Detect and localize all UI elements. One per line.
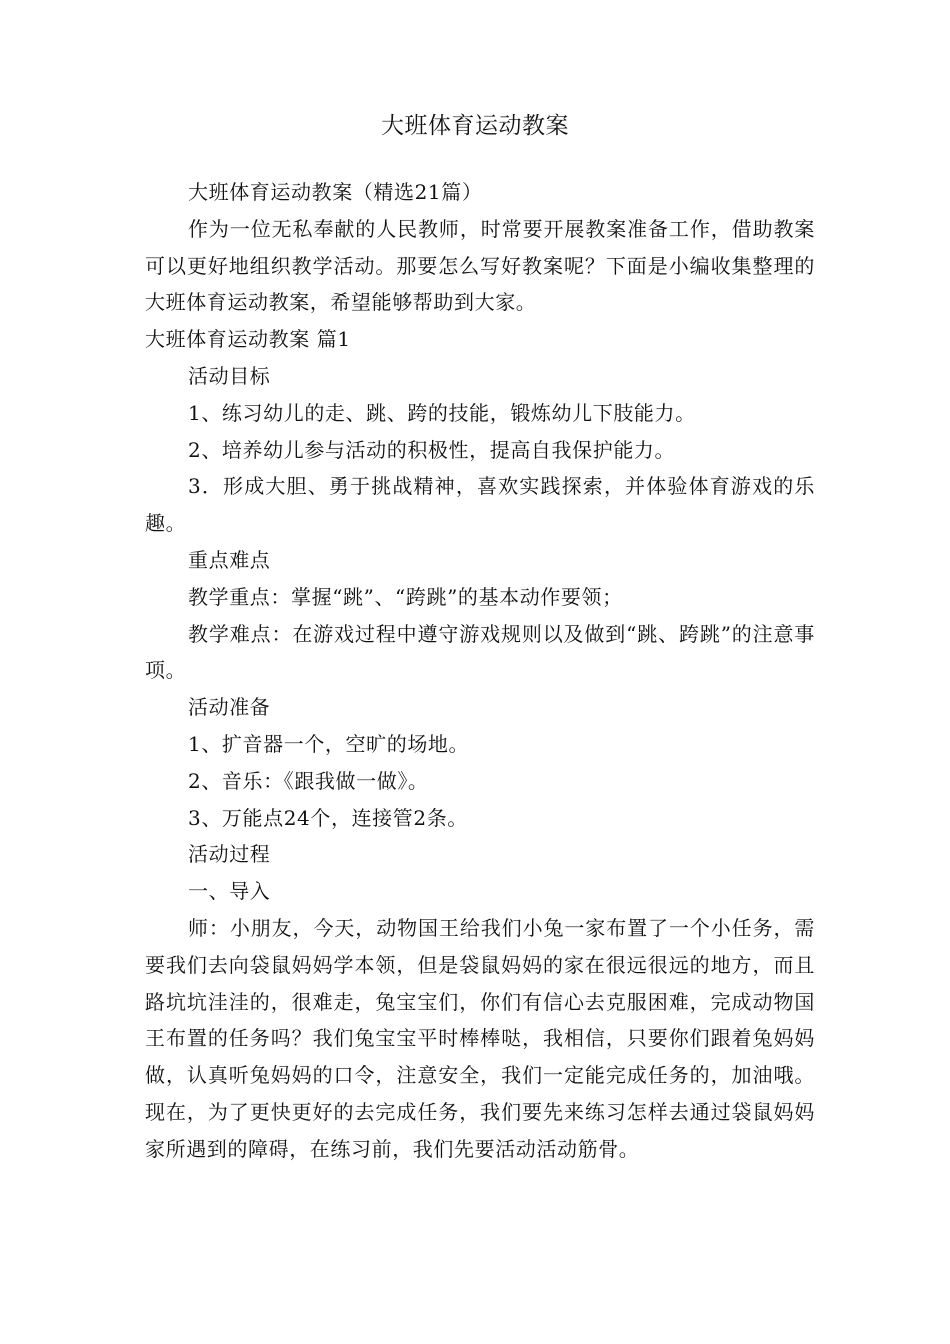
- paragraph: 教学重点：掌握“跳”、“跨跳”的基本动作要领；: [188, 584, 623, 609]
- paragraph: 3、万能点24个，连接管2条。: [188, 805, 468, 830]
- paragraph: 2、音乐：《跟我做一做》。: [188, 768, 429, 793]
- paragraph: 教学难点：在游戏过程中遵守游戏规则以及做到“跳、跨跳”的注意事项。: [145, 621, 815, 683]
- paragraph: 活动准备: [188, 695, 271, 720]
- paragraph: 活动目标: [188, 363, 271, 388]
- paragraph: 师：小朋友，今天，动物国王给我们小兔一家布置了一个小任务，需要我们去向袋鼠妈妈学本领，但是袋鼠妈妈的家在很远很远的地方，而且路坑坑洼洼的，很难走，兔宝宝们，你们有信心去克服困难，完成动物国王布置的任务吗？我们兔宝宝平时棒棒哒，我相信，只要你们跟着兔妈妈做，认真听兔妈妈的口令，注意安全，我们一定能完成任务的，加油哦。现在，为了更快更好的去完成任务，我们要先来练习怎样去通过袋鼠妈妈家所遇到的障碍，在练习前，我们先要活动活动筋骨。: [145, 915, 815, 1161]
- document-title: 大班体育运动教案: [381, 113, 569, 139]
- paragraph: 2、培养幼儿参与活动的积极性，提高自我保护能力。: [188, 437, 676, 462]
- paragraph: 作为一位无私奉献的人民教师，时常要开展教案准备工作，借助教案可以更好地组织教学活动。那要怎么写好教案呢？下面是小编收集整理的大班体育运动教案，希望能够帮助到大家。: [145, 216, 815, 315]
- paragraph: 大班体育运动教案（精选21篇）: [188, 180, 483, 204]
- paragraph: 一、导入: [188, 879, 271, 904]
- paragraph: 1、练习幼儿的走、跳、跨的技能，锻炼幼儿下肢能力。: [188, 400, 696, 425]
- paragraph: 1、扩音器一个，空旷的场地。: [188, 731, 470, 756]
- paragraph: 重点难点: [188, 547, 271, 572]
- paragraph: 3．形成大胆、勇于挑战精神，喜欢实践探索，并体验体育游戏的乐趣。: [145, 474, 815, 536]
- paragraph: 活动过程: [188, 842, 271, 867]
- paragraph: 大班体育运动教案 篇1: [145, 327, 351, 352]
- document-body: [145, 174, 815, 1168]
